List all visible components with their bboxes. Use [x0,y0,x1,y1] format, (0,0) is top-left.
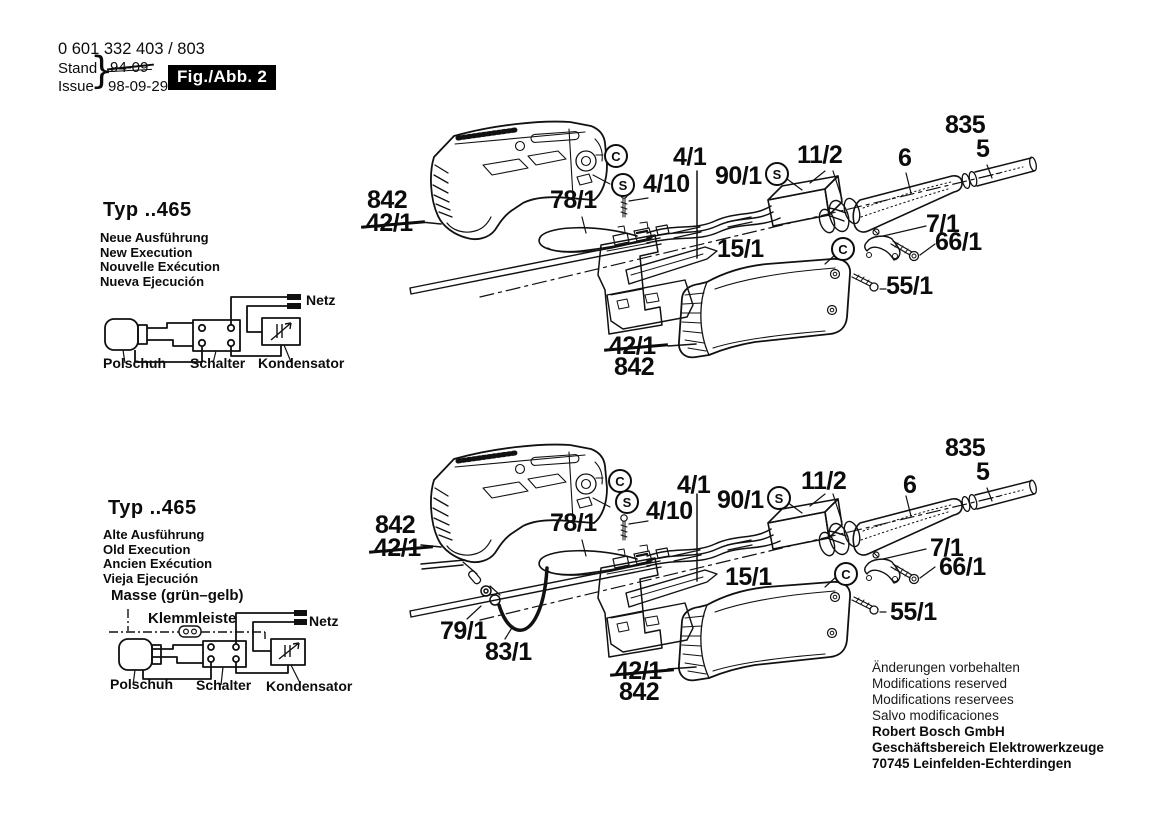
part-842-bottom: 842 [614,353,655,381]
marker-s-wire: S [765,162,789,186]
part-7-1: 7/1 [930,534,964,562]
figure-label-box: Fig./Abb. 2 [168,65,276,90]
part-4-10: 4/10 [643,170,690,198]
note-fr: Modifications reservees [872,692,1014,707]
part-42-1-bottom-struck: 42/1 [609,332,656,360]
masse-label: Masse (grün–gelb) [111,587,244,604]
part-4-10: 4/10 [646,497,693,525]
part-90-1: 90/1 [717,486,764,514]
part-78-1: 78/1 [550,186,597,214]
terminal-strip-symbol [179,626,201,637]
marker-s-housing: S [615,490,639,514]
brace-glyph: } [90,49,114,92]
part-11-2: 11/2 [797,141,843,169]
mains-plug-symbol [287,294,301,309]
line-fr: Nouvelle Exécution [100,259,220,274]
company-block [872,724,1104,772]
part-66-1: 66/1 [939,553,986,581]
netz-label-old: Netz [309,613,339,629]
part-15-1: 15/1 [717,235,764,263]
netz-label-new: Netz [306,292,336,308]
issue-label: Issue [58,78,94,95]
capacitor-symbol [271,639,305,665]
line-en: New Execution [100,244,193,260]
capacitor-symbol [262,318,300,345]
switch-symbol [203,641,246,667]
company-name: Robert Bosch GmbH [872,724,1005,739]
pole-shoe-symbol [105,319,147,350]
issue-value: 98-09-29 [108,78,169,95]
stand-value-struck: 94-09 [110,59,149,76]
switch-symbol [193,320,240,351]
type-lines-new [100,231,220,289]
part-6: 6 [903,471,917,499]
part-90-1: 90/1 [715,162,762,190]
modification-notes [872,660,1020,724]
kondensator-label-old: Kondensator [266,678,353,694]
part-15-1: 15/1 [725,563,772,591]
marker-c-shell: C [834,562,858,586]
line-es: Nueva Ejecución [100,273,205,289]
polschuh-label-new: Polschuh [103,355,167,371]
schalter-label-new: Schalter [190,355,246,371]
note-en: Modifications reserved [872,676,1008,691]
part-11-2: 11/2 [801,467,847,495]
part-42-1-bottom-struck: 42/1 [615,657,662,685]
mains-plug-symbol [294,610,307,625]
line-de: Neue Ausführung [100,230,209,245]
line-en: Old Execution [103,541,191,557]
exploded-diagram-new [355,105,1067,407]
part-842-bottom: 842 [619,678,660,706]
kondensator-label-new: Kondensator [258,355,345,371]
exploded-art-new [355,105,1067,407]
wires [135,297,287,362]
part-4-1: 4/1 [677,471,711,499]
company-division: Geschäftsbereich Elektrowerkzeuge [872,740,1104,755]
company-address: 70745 Leinfelden-Echterdingen [872,756,1072,771]
note-de: Änderungen vorbehalten [872,660,1020,675]
polschuh-label-old: Polschuh [110,676,174,692]
part-7-1: 7/1 [926,210,960,238]
line-es: Vieja Ejecución [103,570,199,586]
marker-c-housing: C [604,144,628,168]
part-55-1: 55/1 [890,598,937,626]
type-title-new: Typ ..465 [103,199,192,221]
marker-s-wire: S [767,486,791,510]
part-835: 835 [945,434,986,462]
part-42-1-left-struck: 42/1 [374,534,421,562]
part-79-1: 79/1 [440,617,487,645]
line-fr: Ancien Exécution [103,556,213,571]
schalter-label-old: Schalter [196,677,252,693]
type-lines-old [103,528,212,586]
marker-s-housing: S [611,173,635,197]
part-5: 5 [976,135,990,163]
part-78-1: 78/1 [550,509,597,537]
part-842-left: 842 [375,511,416,539]
part-66-1: 66/1 [935,228,982,256]
klemmleiste-label: Klemmleiste [148,610,237,627]
part-42-1-left-struck: 42/1 [366,209,413,237]
pole-shoe-symbol [119,639,161,670]
part-835: 835 [945,111,986,139]
part-55-1: 55/1 [886,272,933,300]
type-title-old: Typ ..465 [108,497,197,519]
marker-c-housing: C [608,469,632,493]
document-part-number: 0 601 332 403 / 803 [58,40,205,58]
part-5: 5 [976,458,990,486]
line-de: Alte Ausführung [103,527,205,542]
stand-label: Stand [58,60,98,77]
part-6: 6 [898,144,912,172]
part-83-1: 83/1 [485,638,532,666]
marker-c-shell: C [831,237,855,261]
part-842-left: 842 [367,186,408,214]
part-4-1: 4/1 [673,143,707,171]
note-es: Salvo modificaciones [872,708,999,723]
